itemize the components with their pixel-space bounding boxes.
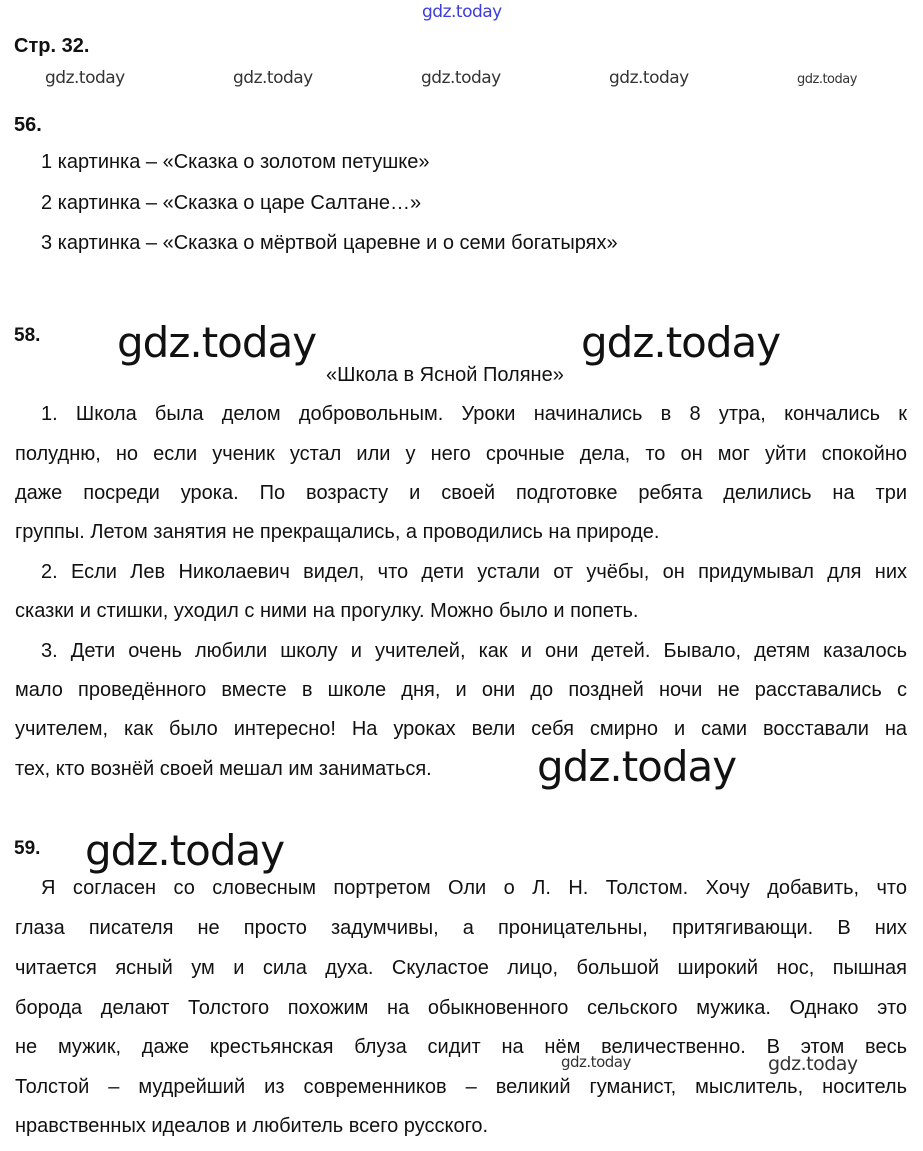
task-58-line: 2. Если Лев Николаевич видел, что дети устали от учёбы, он придумывал для них — [41, 561, 907, 583]
task-58-line: тех, кто вознёй своей мешал им заниматься. — [15, 758, 432, 780]
task-56-line: 2 картинка – «Сказка о царе Салтане…» — [41, 192, 422, 214]
watermark: gdz.today — [609, 68, 689, 88]
task-59-line: Я согласен со словесным портретом Оли о Л. Н. Толстом. Хочу добавить, что — [41, 877, 907, 899]
task-59-line: Толстой – мудрейший из современников – великий гуманист, мыслитель, носитель — [15, 1076, 907, 1098]
task-58-number: 58. — [14, 325, 41, 346]
task-59-line: борода делают Толстого похожим на обыкновенного сельского мужика. Однако это — [15, 997, 907, 1019]
watermark: gdz.today — [797, 72, 857, 87]
task-59-line: глаза писателя не просто задумчивы, а проницательны, притягивающи. В них — [15, 917, 907, 939]
task-58-title: «Школа в Ясной Поляне» — [326, 364, 564, 386]
watermark: gdz.today — [537, 742, 737, 791]
task-59-line: не мужик, даже крестьянская блуза сидит на нём величественно. В этом весь — [15, 1036, 907, 1058]
watermark: gdz.today — [581, 318, 781, 367]
watermark: gdz.today — [768, 1053, 858, 1075]
task-58-line: сказки и стишки, уходил с ними на прогулку. Можно было и попеть. — [15, 600, 639, 622]
page-heading: Стр. 32. — [14, 35, 90, 57]
task-58-line: даже посреди урока. По возрасту и своей подготовке ребята делились на три — [15, 482, 907, 504]
task-58-line: 1. Школа была делом добровольным. Уроки начинались в 8 утра, кончались к — [41, 403, 907, 425]
task-56-line: 1 картинка – «Сказка о золотом петушке» — [41, 151, 430, 173]
watermark: gdz.today — [117, 318, 317, 367]
task-59-line: читается ясный ум и сила духа. Скуластое лицо, большой широкий нос, пышная — [15, 957, 907, 979]
task-59-number: 59. — [14, 838, 41, 859]
task-56-line: 3 картинка – «Сказка о мёртвой царевне и о семи богатырях» — [41, 232, 618, 254]
task-58-line: полудню, но если ученик устал или у него срочные дела, то он мог уйти спокойно — [15, 443, 907, 465]
task-58-line: учителем, как было интересно! На уроках вели себя смирно и сами восставали на — [15, 718, 907, 740]
watermark: gdz.today — [85, 826, 285, 875]
task-59-line: нравственных идеалов и любитель всего русского. — [15, 1115, 489, 1137]
task-58-line: группы. Летом занятия не прекращались, а проводились на природе. — [15, 521, 660, 543]
task-56-number: 56. — [14, 114, 42, 136]
task-58-line: 3. Дети очень любили школу и учителей, как и они детей. Бывало, детям казалось — [41, 640, 907, 662]
watermark: gdz.today — [45, 68, 125, 88]
task-58-line: мало проведённого вместе в школе дня, и они до поздней ночи не расставались с — [15, 679, 907, 701]
watermark: gdz.today — [233, 68, 313, 88]
watermark: gdz.today — [561, 1053, 631, 1071]
watermark: gdz.today — [422, 2, 502, 22]
watermark: gdz.today — [421, 68, 501, 88]
